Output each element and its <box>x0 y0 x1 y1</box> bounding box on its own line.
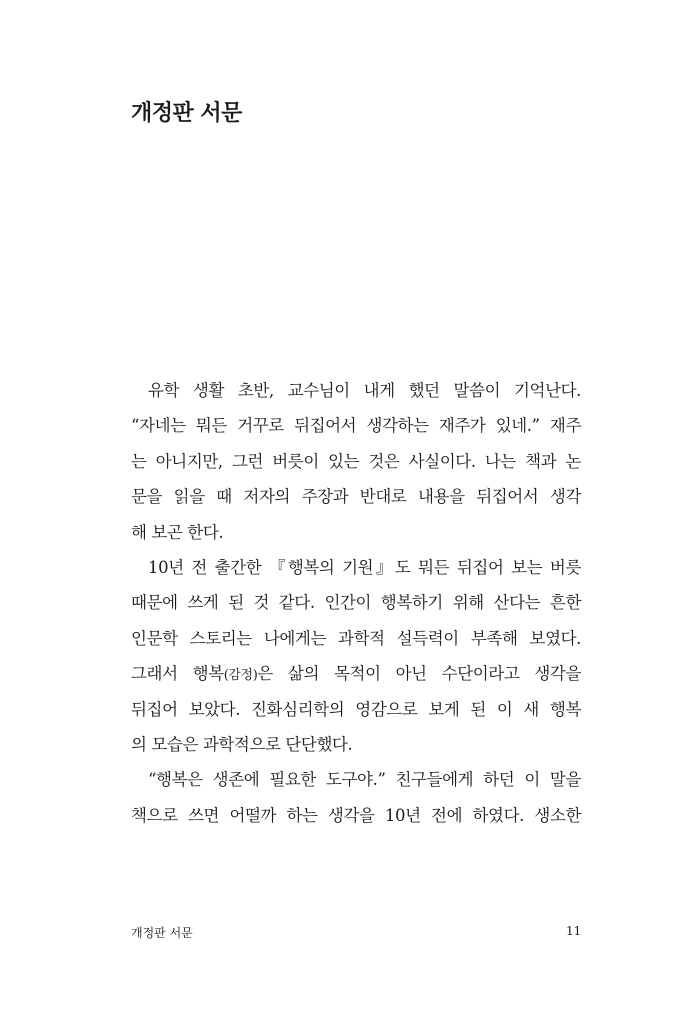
text-line <box>131 656 581 691</box>
text-line: “행복은 생존에 필요한 도구야.” 친구들에게 하던 이 말을 <box>148 770 581 790</box>
chapter-title: 개정판 서문 <box>131 101 242 126</box>
text-line: 의 모습은 과학적으로 단단했다. <box>131 734 353 754</box>
parenthetical-note: (감정) <box>223 668 258 684</box>
text-line: “자네는 뭐든 거꾸로 뒤집어서 생각하는 재주가 있네.” 재주 <box>131 416 581 436</box>
text-line: 유학 생활 초반, 교수님이 내게 했던 말씀이 기억난다. <box>148 381 581 400</box>
text-line: 10년 전 출간한 『행복의 기원』도 뭐든 뒤집어 보는 버릇 <box>148 557 581 577</box>
body-text <box>131 373 581 833</box>
text-segment: 그래서 행복 <box>131 664 224 684</box>
text-line: 뒤집어 보았다. 진화심리학의 영감으로 보게 된 이 새 행복 <box>131 699 581 719</box>
text-line: 는 아니지만, 그런 버릇이 있는 것은 사실이다. 나는 책과 논 <box>131 451 581 471</box>
text-line: 인문학 스토리는 나에게는 과학적 설득력이 부족해 보였다. <box>131 628 581 648</box>
text-line: 해 보곤 한다. <box>131 522 224 542</box>
text-line: 때문에 쓰게 된 것 같다. 인간이 행복하기 위해 산다는 흔한 <box>131 593 581 613</box>
running-footer-title: 개정판 서문 <box>131 926 193 940</box>
text-line: 책으로 쓰면 어떨까 하는 생각을 10년 전에 하였다. 생소한 <box>131 805 581 825</box>
text-segment: 은 삶의 목적이 아닌 수단이라고 생각을 <box>257 664 581 684</box>
text-line: 문을 읽을 때 저자의 주장과 반대로 내용을 뒤집어서 생각 <box>131 487 581 507</box>
page-number: 11 <box>566 924 582 938</box>
